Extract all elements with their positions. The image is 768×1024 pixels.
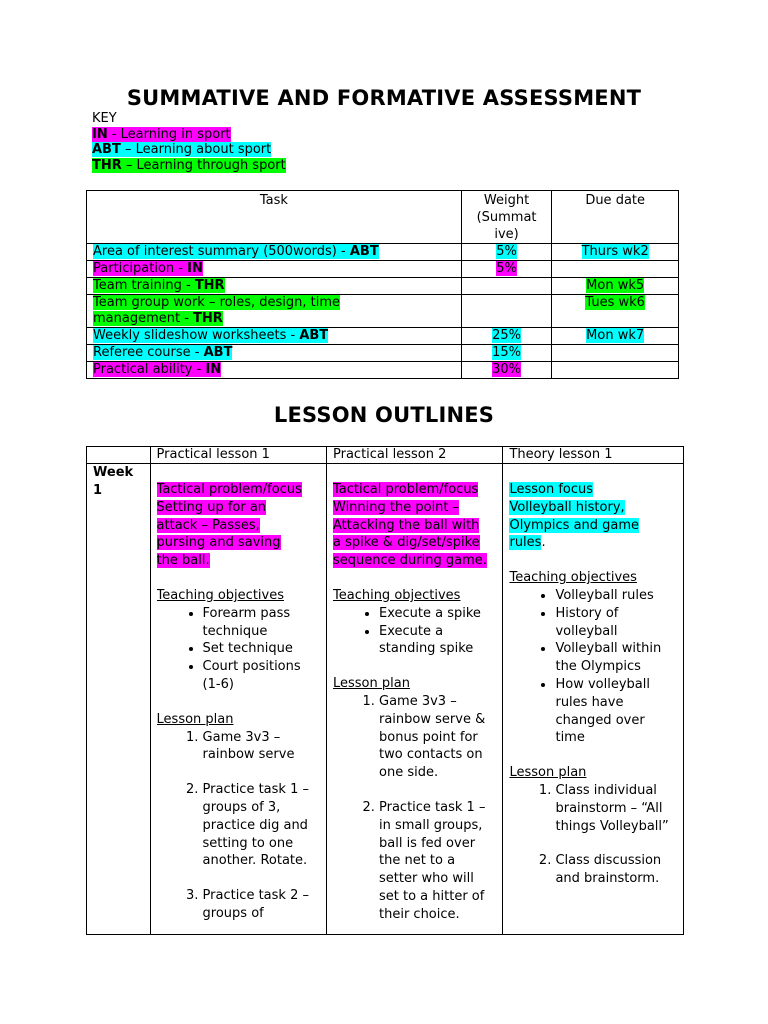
table-row: Participation - IN 5% [87, 261, 679, 278]
p1-plan-list: 1. Game 3v3 – rainbow serve 2. Practice task 1 – groups of 3, practice dig and setting to one another. Rotate. 3. Practice task 2 – groups of [157, 729, 320, 923]
p1-plan-label: Lesson plan [156, 711, 234, 727]
assessment-table [86, 190, 679, 379]
t1-plan-list: 1. Class individual brainstorm – “All things Volleyball” 2. Class discussion and brainstorm. [509, 782, 677, 888]
header-practical-lesson-1: Practical lesson 1 [150, 447, 326, 464]
p2-plan-list: 1. Game 3v3 – rainbow serve & bonus point for two contacts on one side. 2. Practice task 1 – in small groups, ball is fed over the net to a setter who will set to a hitter of their choice. [333, 693, 496, 924]
t1-objectives-list: • Volleyball rules • History of volleyball • Volleyball within the Olympics • How volleyball rules have changed over time [509, 587, 677, 747]
p2-objectives-label: Teaching objectives [333, 587, 461, 603]
header-weight: Weight (Summat ive) [461, 191, 552, 244]
lesson-outlines-table [86, 446, 684, 935]
assessment-header-row [87, 191, 679, 244]
table-row: Practical ability - IN 30% [87, 362, 679, 379]
p1-objectives-list: • Forearm pass technique • Set technique • Court positions (1-6) [157, 605, 320, 694]
practical-lesson-1-cell [150, 464, 326, 935]
header-due-date: Due date [552, 191, 679, 244]
header-theory-lesson-1: Theory lesson 1 [503, 447, 684, 464]
table-row: Referee course - ABT 15% [87, 345, 679, 362]
lesson-outlines-title: LESSON OUTLINES [273, 403, 495, 427]
key-item-in: IN - Learning in sport [92, 126, 231, 142]
table-row: Area of interest summary (500words) - ABT 5% Thurs wk2 [87, 244, 679, 261]
header-empty [87, 447, 151, 464]
table-row: Team group work – roles, design, time management - THR Tues wk6 [87, 295, 679, 328]
week-1-row [87, 464, 684, 935]
page-title: SUMMATIVE AND FORMATIVE ASSESSMENT [126, 86, 642, 110]
key-item-thr: THR – Learning through sport [92, 157, 286, 173]
theory-lesson-1-cell [503, 464, 684, 935]
key-item-abt: ABT – Learning about sport [92, 142, 272, 157]
week-label: Week 1 [87, 464, 151, 935]
lessons-header-row [87, 447, 684, 464]
table-row: Team training - THR Mon wk5 [87, 278, 679, 295]
t1-plan-label: Lesson plan [509, 765, 587, 781]
p2-objectives-list: • Execute a spike • Execute a standing spike [333, 605, 496, 658]
p1-objectives-label: Teaching objectives [156, 587, 284, 603]
t1-focus: Lesson focus Volleyball history, Olympics and game rules. [509, 482, 640, 551]
p2-focus: Tactical problem/focus Winning the point – Attacking the ball with a spike & dig/set/spike sequence during game. [333, 482, 487, 569]
header-practical-lesson-2: Practical lesson 2 [327, 447, 503, 464]
key-label: KEY [92, 111, 117, 126]
t1-objectives-label: Teaching objectives [509, 570, 637, 586]
key-legend [92, 111, 286, 173]
practical-lesson-2-cell [327, 464, 503, 935]
header-task: Task [87, 191, 462, 244]
table-row: Weekly slideshow worksheets - ABT 25% Mon wk7 [87, 328, 679, 345]
p1-focus: Tactical problem/focus Setting up for an attack – Passes, pursing and saving the ball. [156, 482, 302, 569]
p2-plan-label: Lesson plan [333, 676, 410, 692]
